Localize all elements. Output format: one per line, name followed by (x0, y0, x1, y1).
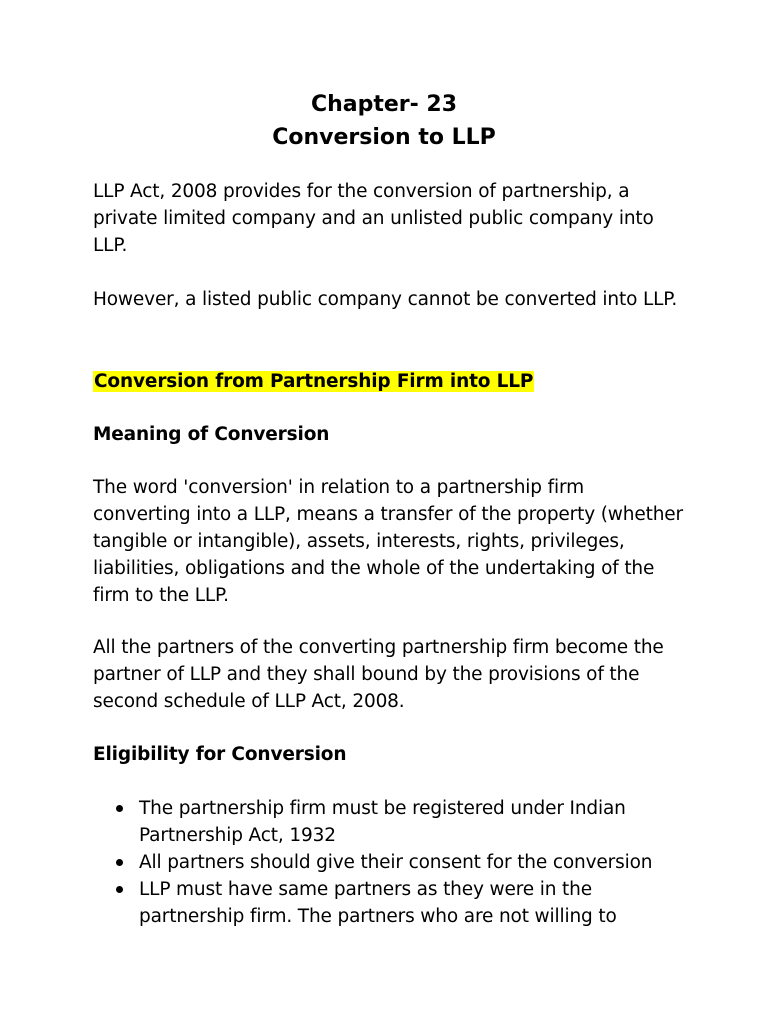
list-item (93, 849, 693, 876)
list-item-text: LLP must have same partners as they were in the partnership firm. The partners who are not willing to (139, 879, 617, 927)
bullet-icon (116, 859, 123, 866)
bullet-icon (116, 886, 123, 893)
meaning-paragraph: The word 'conversion' in relation to a partnership firm converting into a LLP, means a transfer of the property (whether tangible or intangible), assets, interests, rights, privileges, liabilities, obligations and the whole of the undertaking of the firm to the LLP. (93, 477, 683, 606)
highlighted-text: Conversion from Partnership Firm into LLP (94, 371, 534, 392)
list-item (93, 876, 693, 930)
chapter-title: Conversion to LLP (272, 125, 496, 150)
list-item-text: All partners should give their consent for the conversion (139, 852, 653, 873)
partners-paragraph: All the partners of the converting partnership firm become the partner of LLP and they shall bound by the provisions of the second schedule of LLP Act, 2008. (93, 637, 664, 712)
list-item-text: The partnership firm must be registered under Indian Partnership Act, 1932 (139, 798, 626, 846)
intro-paragraph: LLP Act, 2008 provides for the conversion of partnership, a private limited company and an unlisted public company into LLP. (93, 181, 654, 256)
eligibility-heading: Eligibility for Conversion (93, 744, 347, 765)
listed-company-paragraph: However, a listed public company cannot be converted into LLP. (93, 289, 678, 310)
section-heading-highlighted (93, 368, 683, 395)
bullet-icon (116, 805, 123, 812)
list-item (93, 795, 693, 849)
chapter-number: Chapter- 23 (310, 92, 458, 117)
meaning-heading: Meaning of Conversion (93, 424, 330, 445)
eligibility-list (93, 795, 693, 930)
